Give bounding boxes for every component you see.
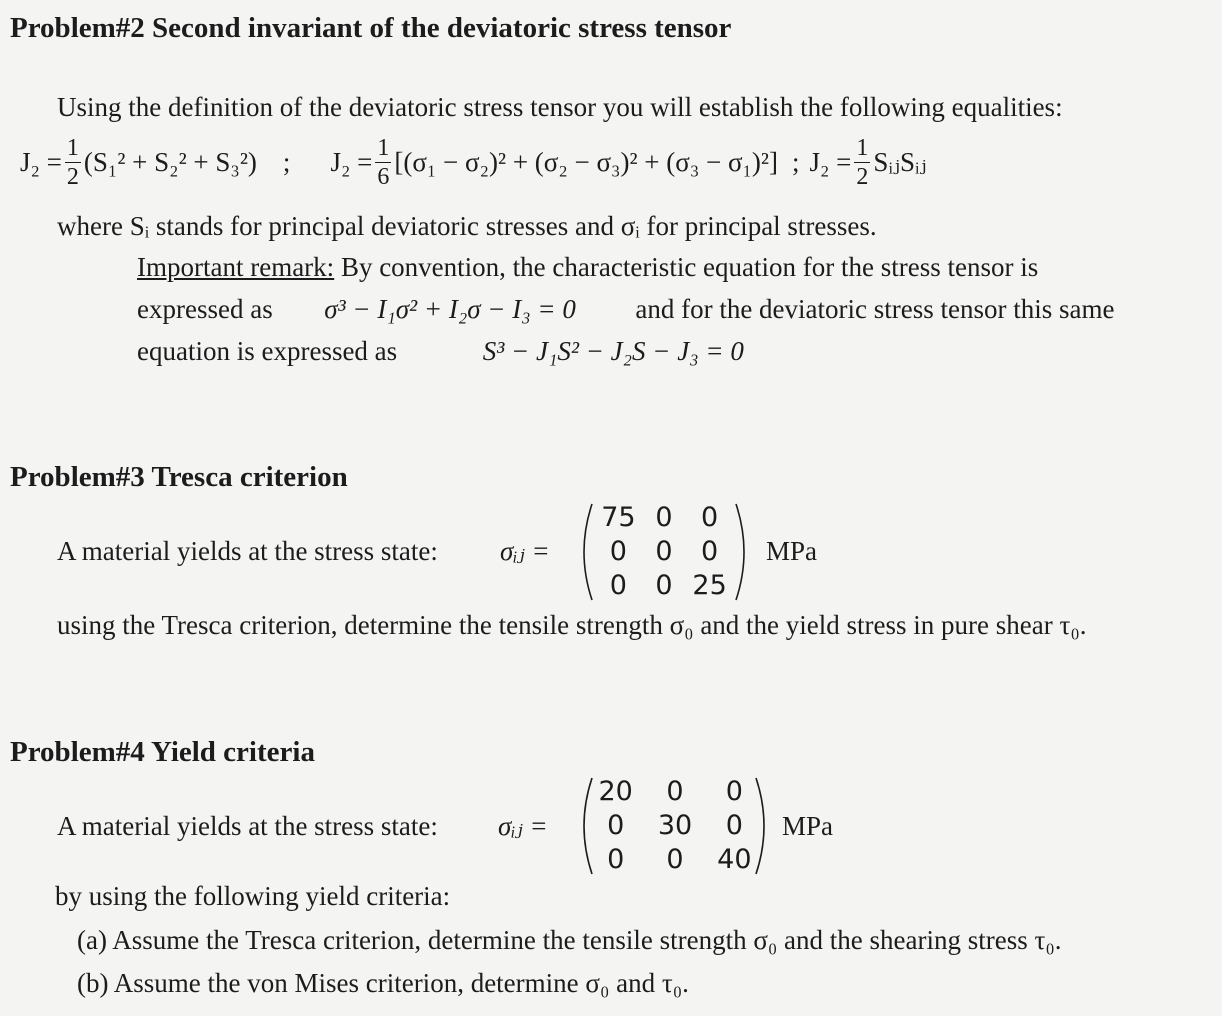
matrix-cell: 0 <box>655 569 673 601</box>
matrix-cell: 40 <box>717 843 752 875</box>
problem3-lead: A material yields at the stress state: <box>57 536 438 566</box>
remark-label: Important remark: <box>137 252 335 282</box>
eq2-fraction: $\frac{1}{6}$ <box>377 134 390 190</box>
remark-text-2b: and for the deviatoric stress tensor this same <box>635 294 1115 324</box>
eq1-rhs: (S₁² + S₂² + S₃²) <box>83 146 257 177</box>
problem2-title: Problem#2 Second invariant of the deviatoric stress tensor <box>10 12 732 44</box>
problem4-lead: A material yields at the stress state: <box>57 811 438 841</box>
problem4-item-a: (a) Assume the Tresca criterion, determine the tensile strength σ₀ and the shearing stress τ₀. <box>77 925 1062 955</box>
invariant-equations <box>20 132 927 192</box>
matrix-cell: 0 <box>666 843 684 875</box>
remark-line-3 <box>137 336 744 367</box>
problem3-question: using the Tresca criterion, determine the tensile strength σ₀ and the yield stress in pure shear τ₀. <box>57 610 1087 640</box>
matrix-cell: 0 <box>701 501 719 533</box>
matrix-cell: 20 <box>598 775 633 807</box>
problem3-stress-matrix <box>574 500 754 604</box>
remark-line-2 <box>137 294 1222 325</box>
matrix-cell: 0 <box>666 775 684 807</box>
matrix-cell: 0 <box>609 569 627 601</box>
problem4-sigma: σᵢⱼ = <box>498 811 548 841</box>
separator-1: ; <box>282 146 291 177</box>
eq1-fraction: $\frac{1}{2}$ <box>66 134 79 190</box>
eq1-lhs: J₂ = <box>20 146 62 177</box>
deviatoric-characteristic-equation: S³ − J₁S² − J₂S − J₃ = 0 <box>482 336 744 366</box>
stress-characteristic-equation: σ³ − I₁σ² + I₂σ − I₃ = 0 <box>324 294 576 324</box>
matrix-cell: 0 <box>607 843 625 875</box>
matrix-cell: 0 <box>701 535 719 567</box>
eq2-rhs: [(σ₁ − σ₂)² + (σ₂ − σ₃)² + (σ₃ − σ₁)²] <box>394 146 778 177</box>
eq3-lhs: J₂ = <box>809 146 852 177</box>
matrix-cell: 30 <box>657 809 693 841</box>
matrix-cell: 0 <box>725 809 743 841</box>
remark-line-1 <box>137 252 1222 283</box>
where-text: where Sᵢ stands for principal deviatoric stresses and σᵢ for principal stresses. <box>57 211 877 241</box>
matrix-cell: 0 <box>655 501 673 533</box>
separator-2: ; <box>792 146 800 177</box>
matrix-cell: 0 <box>607 809 625 841</box>
matrix-cell: 75 <box>601 501 636 533</box>
problem2-intro: Using the definition of the deviatoric stress tensor you will establish the following equalities: <box>57 92 1063 122</box>
problem3-sigma: σᵢⱼ = <box>500 536 550 566</box>
matrix-cell: 0 <box>609 535 627 567</box>
matrix-cell: 0 <box>655 535 673 567</box>
problem4-unit: MPa <box>782 811 834 841</box>
remark-text-2a: expressed as <box>137 294 273 324</box>
eq2-lhs: J₂ = <box>330 146 373 177</box>
problem4-stress-matrix <box>574 774 774 878</box>
remark-text-3a: equation is expressed as <box>137 336 398 366</box>
matrix-cell: 25 <box>692 569 727 601</box>
problem4-by: by using the following yield criteria: <box>55 881 451 911</box>
problem3-unit: MPa <box>766 536 818 566</box>
eq3-fraction: $\frac{1}{2}$ <box>856 134 869 190</box>
problem3-title: Problem#3 Tresca criterion <box>10 461 348 493</box>
problem4-item-b: (b) Assume the von Mises criterion, determine σ₀ and τ₀. <box>77 968 689 998</box>
eq3-rhs: SᵢⱼSᵢⱼ <box>873 146 927 177</box>
matrix-cell: 0 <box>725 775 743 807</box>
problem4-title: Problem#4 Yield criteria <box>10 736 315 768</box>
remark-text-1: By convention, the characteristic equation for the stress tensor is <box>334 252 1039 282</box>
